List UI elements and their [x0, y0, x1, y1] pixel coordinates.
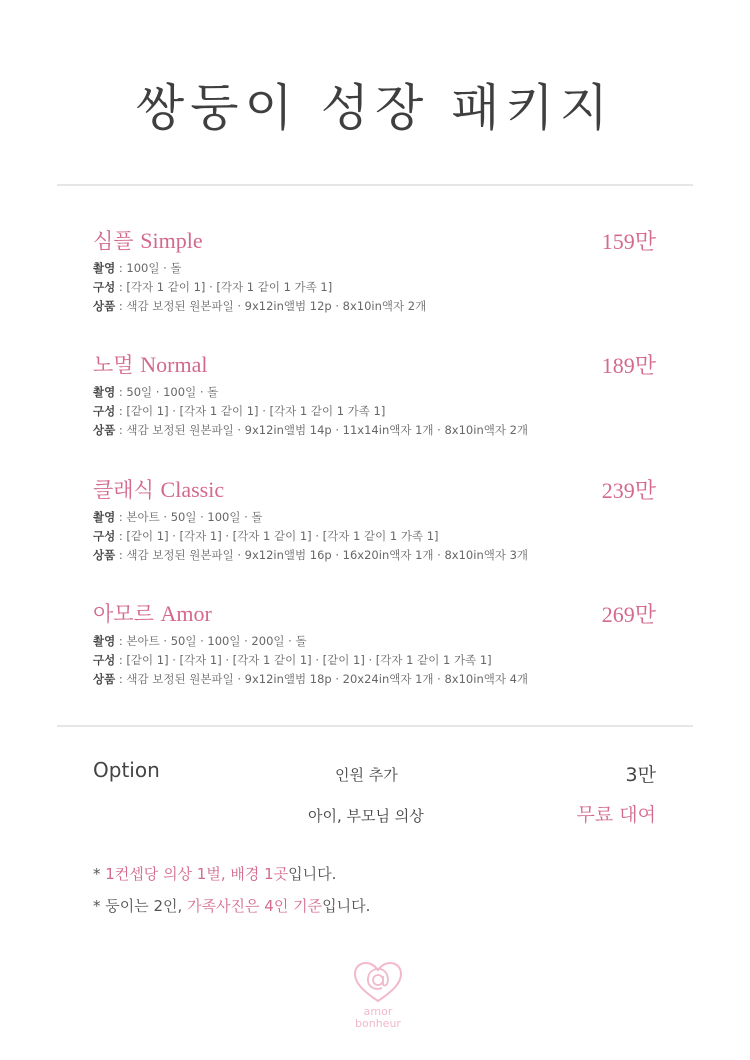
page-title: 쌍둥이 성장 패키지	[135, 79, 615, 137]
package-row-composition: 구성 : [같이 1] · [각자 1 같이 1] · [각자 1 같이 1 가족 1]	[93, 404, 386, 418]
note-line-2: * 둥이는 2인, 가족사진은 4인 기준입니다.	[93, 897, 371, 915]
option-item-extra-person: 인원 추가	[335, 766, 398, 784]
brand-logo	[343, 955, 413, 1030]
package-name: 심플 Simple	[93, 228, 203, 253]
package-row-shoot: 촬영 : 본아트 · 50일 · 100일 · 200일 · 돌	[93, 634, 307, 648]
bottom-divider	[57, 725, 693, 727]
svg-text:amor: amor	[363, 1005, 393, 1018]
package-row-composition: 구성 : [같이 1] · [각자 1] · [각자 1 같이 1] · [같이 1] · [각자 1 같이 1 가족 1]	[93, 653, 492, 667]
package-normal	[93, 349, 656, 440]
package-classic	[93, 474, 656, 565]
package-name: 아모르 Amor	[93, 601, 212, 626]
option-value-extra-person: 3만	[625, 764, 656, 786]
top-divider	[57, 184, 693, 186]
package-row-products: 상품 : 색감 보정된 원본파일 · 9x12in앨범 18p · 20x24in액자 1개 · 8x10in액자 4개	[93, 672, 529, 686]
package-row-shoot: 촬영 : 본아트 · 50일 · 100일 · 돌	[93, 510, 263, 524]
package-row-shoot: 촬영 : 100일 · 돌	[93, 261, 182, 275]
package-row-composition: 구성 : [각자 1 같이 1] · [각자 1 같이 1 가족 1]	[93, 280, 333, 294]
option-label: Option	[93, 758, 160, 782]
package-row-composition: 구성 : [같이 1] · [각자 1] · [각자 1 같이 1] · [각자 1 같이 1 가족 1]	[93, 529, 439, 543]
package-price: 269만	[601, 602, 656, 627]
package-simple	[93, 225, 656, 316]
package-row-products: 상품 : 색감 보정된 원본파일 · 9x12in앨범 14p · 11x14in액자 1개 · 8x10in액자 2개	[93, 423, 529, 437]
package-row-products: 상품 : 색감 보정된 원본파일 · 9x12in앨범 12p · 8x10in액자 2개	[93, 299, 427, 313]
package-name: 노멀 Normal	[93, 352, 208, 377]
package-price: 159만	[601, 229, 656, 254]
package-amor	[93, 598, 656, 689]
package-name: 클래식 Classic	[93, 477, 225, 502]
note-line-1: * 1컨셉당 의상 1벌, 배경 1곳입니다.	[93, 865, 337, 883]
package-price: 239만	[601, 478, 656, 503]
package-row-products: 상품 : 색감 보정된 원본파일 · 9x12in앨범 16p · 16x20in액자 1개 · 8x10in액자 3개	[93, 548, 529, 562]
svg-text:bonheur: bonheur	[355, 1017, 401, 1030]
package-row-shoot: 촬영 : 50일 · 100일 · 돌	[93, 385, 219, 399]
package-price: 189만	[601, 353, 656, 378]
option-item-costume: 아이, 부모님 의상	[308, 807, 424, 825]
option-value-costume: 무료 대여	[576, 804, 656, 826]
